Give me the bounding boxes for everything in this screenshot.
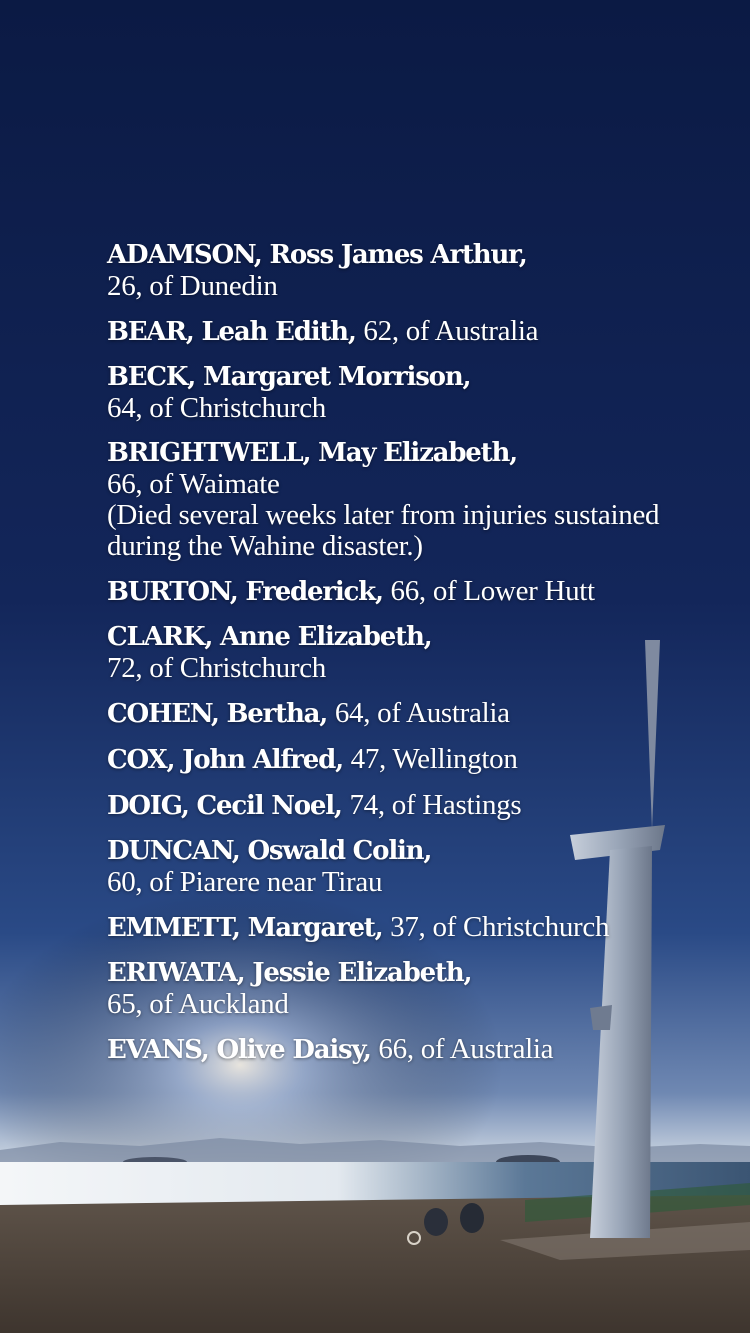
list-item: [107, 316, 727, 348]
person-name: EVANS, Olive Daisy,: [107, 1035, 371, 1065]
victims-list: [107, 240, 727, 1080]
list-item: [107, 698, 727, 730]
person-name: ERIWATA, Jessie Elizabeth,: [107, 958, 472, 988]
person-name: COHEN, Bertha,: [107, 699, 328, 729]
person-name: EMMETT, Margaret,: [107, 913, 383, 943]
list-item: [107, 362, 727, 424]
person-name: CLARK, Anne Elizabeth,: [107, 622, 432, 652]
person-name: BEAR, Leah Edith,: [107, 317, 356, 347]
person-name: BECK, Margaret Morrison,: [107, 362, 471, 392]
list-item: [107, 836, 727, 898]
person-name: BURTON, Frederick,: [107, 577, 383, 607]
person-name: BRIGHTWELL, May Elizabeth,: [107, 438, 518, 468]
person-detail: 47, Wellington: [350, 743, 518, 775]
list-item: [107, 1034, 727, 1066]
list-item: [107, 744, 727, 776]
list-item: [107, 958, 727, 1020]
list-item: [107, 240, 727, 302]
list-item: [107, 622, 727, 684]
list-item: [107, 438, 727, 562]
person-detail: 74, of Hastings: [349, 789, 522, 821]
person-detail: 66, of Lower Hutt: [390, 575, 595, 607]
person-detail: 72, of Christchurch: [107, 652, 327, 684]
list-item: [107, 790, 727, 822]
person-detail: 26, of Dunedin: [107, 270, 278, 302]
person-name: DOIG, Cecil Noel,: [107, 791, 342, 821]
person-name: ADAMSON, Ross James Arthur,: [107, 240, 527, 270]
person-note: (Died several weeks later from injuries sustained during the Wahine disaster.): [107, 499, 660, 562]
person-detail: 64, of Australia: [334, 697, 510, 729]
person-detail: 66, of Australia: [378, 1033, 554, 1065]
list-item: [107, 912, 727, 944]
person-detail: 66, of Waimate: [107, 468, 280, 500]
person-detail: 60, of Piarere near Tirau: [107, 866, 383, 898]
person-detail: 65, of Auckland: [107, 988, 289, 1020]
person-detail: 64, of Christchurch: [107, 392, 327, 424]
person-name: COX, John Alfred,: [107, 745, 343, 775]
person-name: DUNCAN, Oswald Colin,: [107, 836, 432, 866]
list-item: [107, 576, 727, 608]
person-detail: 62, of Australia: [363, 315, 539, 347]
person-detail: 37, of Christchurch: [390, 911, 610, 943]
